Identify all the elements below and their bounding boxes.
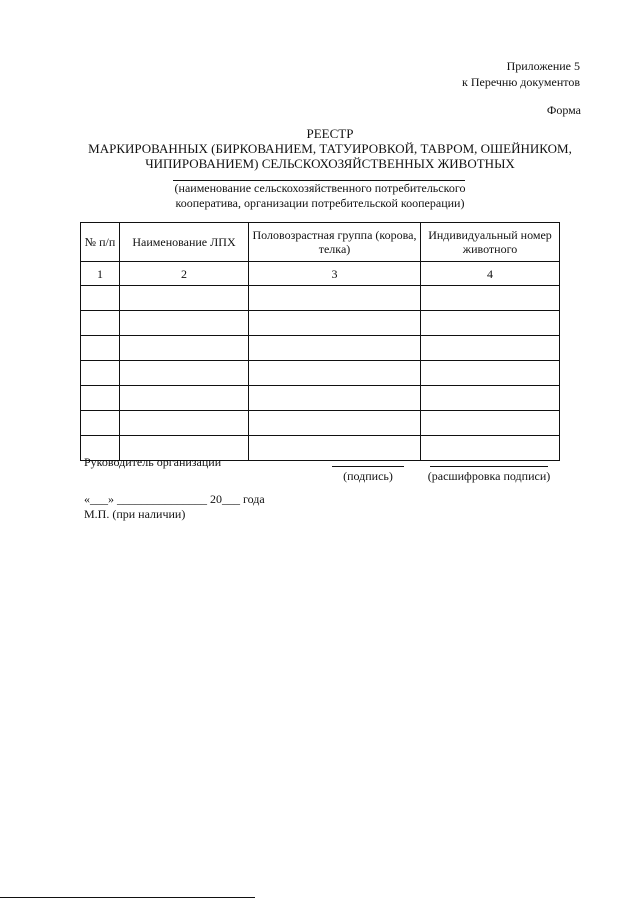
column-number: 1 <box>81 262 120 286</box>
table-row <box>81 411 560 436</box>
table-cell <box>249 336 421 361</box>
table-cell <box>81 411 120 436</box>
appendix-reference: к Перечню документов <box>462 75 580 89</box>
head-of-organization-label: Руководитель организации <box>84 455 222 469</box>
column-header: Индивидуальный номер животного <box>421 223 560 262</box>
column-number: 2 <box>120 262 249 286</box>
stamp-place-label: М.П. (при наличии) <box>84 507 186 521</box>
appendix-block <box>462 58 580 90</box>
organization-caption-line-1: (наименование сельскохозяйственного потребительского <box>174 181 466 195</box>
form-label: Форма <box>546 103 581 117</box>
table-cell <box>421 411 560 436</box>
date-line: «___» _______________ 20___ года <box>84 492 265 506</box>
table-cell <box>81 386 120 411</box>
signature-caption: (подпись) <box>343 469 393 483</box>
column-number-row <box>81 262 560 286</box>
table-cell <box>249 386 421 411</box>
table-cell <box>249 411 421 436</box>
table-cell <box>81 361 120 386</box>
table-cell <box>421 311 560 336</box>
table-cell <box>249 436 421 461</box>
column-header: Половозрастная группа (корова, телка) <box>249 223 421 262</box>
table-cell <box>120 386 249 411</box>
document-title <box>80 126 580 171</box>
table-cell <box>249 286 421 311</box>
table-cell <box>249 361 421 386</box>
column-header: № п/п <box>81 223 120 262</box>
column-header: Наименование ЛПХ <box>120 223 249 262</box>
table-cell <box>120 286 249 311</box>
title-line-1: РЕЕСТР <box>306 126 354 141</box>
table-cell <box>421 436 560 461</box>
title-line-2: МАРКИРОВАННЫХ (БИРКОВАНИЕМ, ТАТУИРОВКОЙ, ТАВРОМ, ОШЕЙНИКОМ, <box>88 141 572 156</box>
table-cell <box>120 336 249 361</box>
organization-caption-line-2: кооператива, организации потребительской кооперации) <box>175 196 465 210</box>
organization-caption <box>150 181 490 211</box>
table-row <box>81 336 560 361</box>
table-cell <box>421 386 560 411</box>
table-cell <box>249 311 421 336</box>
appendix-number: Приложение 5 <box>506 59 580 73</box>
table-cell <box>120 361 249 386</box>
table-cell <box>81 336 120 361</box>
table-cell <box>81 286 120 311</box>
column-number: 4 <box>421 262 560 286</box>
table-cell <box>81 311 120 336</box>
table-row <box>81 361 560 386</box>
table-row <box>81 286 560 311</box>
table-cell <box>421 361 560 386</box>
registry-table <box>80 222 560 461</box>
table-cell <box>120 311 249 336</box>
table-header-row <box>81 223 560 262</box>
bottom-rule <box>0 897 255 898</box>
table-cell <box>421 336 560 361</box>
signature-line <box>332 466 404 467</box>
signature-decoding-line <box>430 466 548 467</box>
table-row <box>81 386 560 411</box>
signature-decoding-caption: (расшифровка подписи) <box>427 469 551 483</box>
table-cell <box>120 411 249 436</box>
table-cell <box>421 286 560 311</box>
title-line-3: ЧИПИРОВАНИЕМ) СЕЛЬСКОХОЗЯЙСТВЕННЫХ ЖИВОТНЫХ <box>145 156 515 171</box>
column-number: 3 <box>249 262 421 286</box>
table-row <box>81 311 560 336</box>
